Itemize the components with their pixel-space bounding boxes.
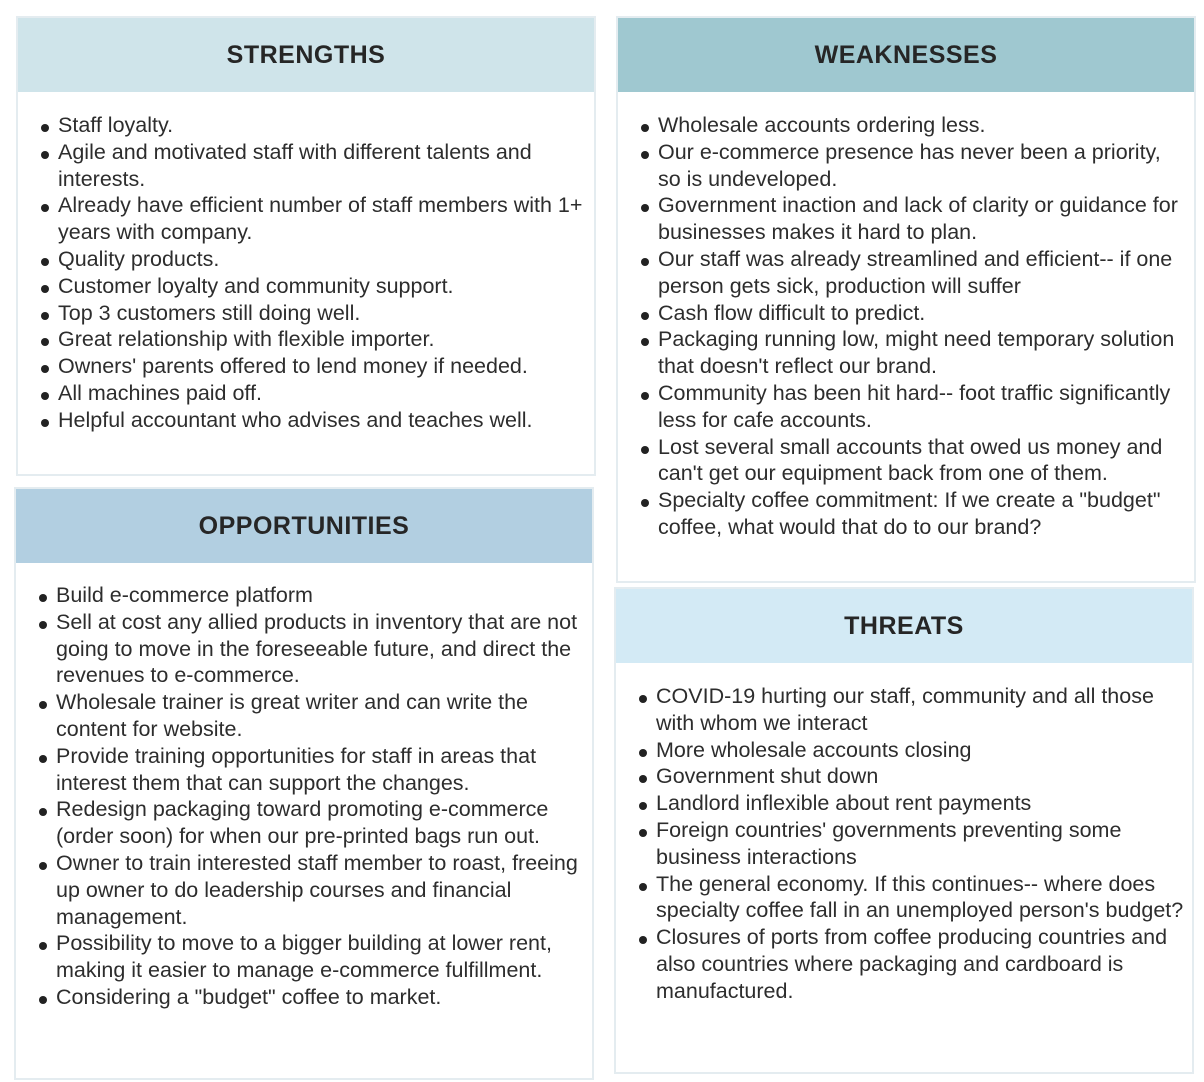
weaknesses-panel	[616, 16, 1196, 583]
threats-item: Government shut down	[636, 763, 1184, 790]
threats-list	[616, 663, 1192, 1005]
strengths-item: Staff loyalty.	[38, 112, 586, 139]
weaknesses-header: WEAKNESSES	[618, 18, 1194, 92]
strengths-item: Customer loyalty and community support.	[38, 273, 586, 300]
opportunities-list	[16, 563, 592, 1011]
weaknesses-item: Specialty coffee commitment: If we create a "budget" coffee, what would that do to our brand?	[638, 487, 1186, 541]
opportunities-panel	[14, 487, 594, 1080]
strengths-item: Quality products.	[38, 246, 586, 273]
weaknesses-item: Cash flow difficult to predict.	[638, 300, 1186, 327]
strengths-item: Already have efficient number of staff members with 1+ years with company.	[38, 192, 586, 246]
weaknesses-item: Wholesale accounts ordering less.	[638, 112, 1186, 139]
weaknesses-list	[618, 92, 1194, 541]
threats-item: More wholesale accounts closing	[636, 737, 1184, 764]
opportunities-item: Provide training opportunities for staff in areas that interest them that can support the changes.	[36, 743, 584, 797]
strengths-list	[18, 92, 594, 434]
strengths-item: Agile and motivated staff with different talents and interests.	[38, 139, 586, 193]
threats-item: Landlord inflexible about rent payments	[636, 790, 1184, 817]
weaknesses-item: Lost several small accounts that owed us money and can't get our equipment back from one of them.	[638, 434, 1186, 488]
weaknesses-item: Government inaction and lack of clarity or guidance for businesses makes it hard to plan.	[638, 192, 1186, 246]
threats-item: Closures of ports from coffee producing countries and also countries where packaging and cardboard is manufactured.	[636, 924, 1184, 1004]
strengths-item: Top 3 customers still doing well.	[38, 300, 586, 327]
weaknesses-item: Community has been hit hard-- foot traffic significantly less for cafe accounts.	[638, 380, 1186, 434]
threats-item: Foreign countries' governments preventing some business interactions	[636, 817, 1184, 871]
opportunities-header: OPPORTUNITIES	[16, 489, 592, 563]
threats-panel	[614, 587, 1194, 1074]
strengths-header: STRENGTHS	[18, 18, 594, 92]
threats-header: THREATS	[616, 589, 1192, 663]
opportunities-item: Redesign packaging toward promoting e-commerce (order soon) for when our pre-printed bags run out.	[36, 796, 584, 850]
opportunities-item: Wholesale trainer is great writer and can write the content for website.	[36, 689, 584, 743]
threats-item: COVID-19 hurting our staff, community and all those with whom we interact	[636, 683, 1184, 737]
strengths-item: Owners' parents offered to lend money if needed.	[38, 353, 586, 380]
strengths-item: All machines paid off.	[38, 380, 586, 407]
opportunities-item: Possibility to move to a bigger building at lower rent, making it easier to manage e-commerce fulfillment.	[36, 930, 584, 984]
weaknesses-item: Our staff was already streamlined and efficient-- if one person gets sick, production will suffer	[638, 246, 1186, 300]
strengths-panel	[16, 16, 596, 476]
strengths-item: Great relationship with flexible importer.	[38, 326, 586, 353]
opportunities-item: Considering a "budget" coffee to market.	[36, 984, 584, 1011]
weaknesses-item: Packaging running low, might need temporary solution that doesn't reflect our brand.	[638, 326, 1186, 380]
weaknesses-item: Our e-commerce presence has never been a priority, so is undeveloped.	[638, 139, 1186, 193]
threats-item: The general economy. If this continues-- where does specialty coffee fall in an unemployed person's budget?	[636, 871, 1184, 925]
opportunities-item: Owner to train interested staff member to roast, freeing up owner to do leadership courses and financial management.	[36, 850, 584, 930]
opportunities-item: Build e-commerce platform	[36, 582, 584, 609]
strengths-item: Helpful accountant who advises and teaches well.	[38, 407, 586, 434]
opportunities-item: Sell at cost any allied products in inventory that are not going to move in the foreseeable future, and direct the revenues to e-commerce.	[36, 609, 584, 689]
